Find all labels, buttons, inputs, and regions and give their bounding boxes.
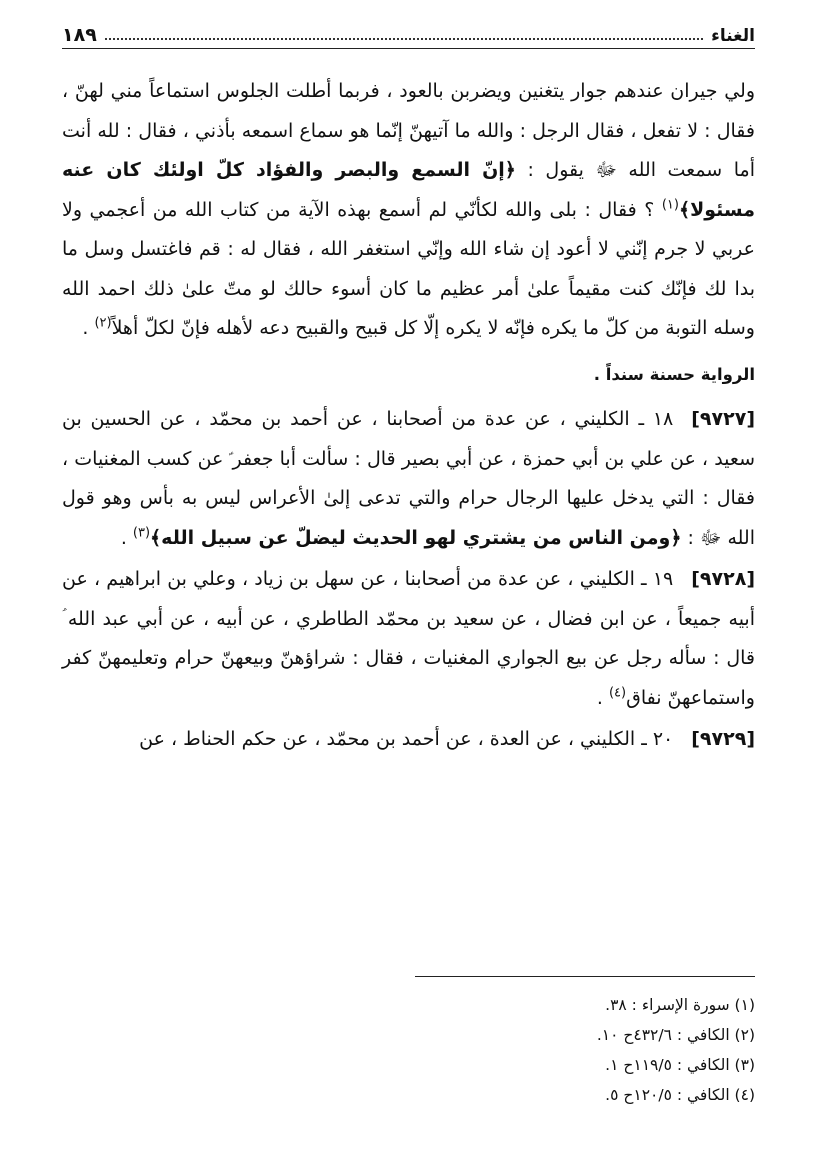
paragraph-end: . [82, 317, 95, 339]
hadith-text: ٢٠ ـ الكليني ، عن العدة ، عن أحمد بن محمّد ، عن حكم الحناط ، عن [139, 728, 674, 750]
running-header [62, 18, 755, 49]
hadith-text: ١٨ ـ الكليني ، عن عدة من أصحابنا ، عن أحمد بن محمّد ، عن الحسين بن سعيد ، عن علي بن أبي حمزة ، عن أبي بصير قال : سألت أبا جعفر ؑ عن كسب المغنيات ، فقال : التي يدخل عليها الرجال حرام والتي تدعى إلىٰ الأعراس ليس به بأس وهو قول الله ﷻ : [62, 408, 755, 549]
hadith-end: . [120, 526, 133, 549]
footnote-item: (٣) الكافي : ١١٩/٥ح ١. [605, 1056, 755, 1074]
footnote-item: (٤) الكافي : ١٢٠/٥ح ٥. [605, 1086, 755, 1104]
footnote-item: (٢) الكافي : ٤٣٢/٦ح ١٠. [596, 1026, 755, 1044]
hadith-entry [62, 400, 755, 558]
footnote-ref[interactable]: (٢) [94, 315, 112, 331]
page-number: ١٨٩ [62, 24, 97, 46]
paragraph-text: ولي جيران عندهم جوار يتغنين ويضربن بالعود ، فربما أطلت الجلوس استماعاً مني لهنّ ، فقال : لا تفعل ، فقال الرجل : والله ما آتيهنّ إنّما هو سماع اسمعه بأذني ، فقال : لله أنت أما سمعت الله ﷻ يقول : [62, 80, 756, 181]
footnote-separator [415, 976, 755, 977]
grading-note: الرواية حسنة سنداً . [593, 364, 755, 384]
footnote-ref[interactable]: (٤) [608, 685, 627, 701]
quran-verse: ﴿إنّ السمع والبصر والفؤاد كلّ اولئك كان عنه مسئولا﴾ [62, 159, 755, 221]
hadith-number: [٩٧٢٧] [691, 408, 755, 430]
hadith-entry [62, 560, 755, 718]
paragraph-text: ؟ فقال : بلى والله لكأنّي لم أسمع بهذه الآية من كتاب الله من أعجمي ولا عربي لا جرم إنّني لا أعود إن شاء الله وإنّي استغفر الله ، فقال له : قم فاغتسل وسل ما بدا لك فإنّك كنت مقيماً علىٰ أمر عظيم ما كان أسوء حالك لو متّ علىٰ ذلك احمد الله وسله التوبة من كلّ ما يكره فإنّه لا يكره إلّا كل قبيح والقبيح دعه لأهله فإنّ لكلّ أهلاً [62, 198, 755, 339]
hadith-end: . [596, 686, 609, 709]
footnote-ref[interactable]: (١) [661, 197, 679, 213]
footnote-item: (١) سورة الإسراء : ٣٨. [605, 996, 755, 1014]
header-leader-dots [105, 38, 703, 40]
hadith-entry [62, 720, 755, 760]
footnote-ref[interactable]: (٣) [132, 525, 151, 541]
page-body [62, 72, 755, 760]
hadith-number: [٩٧٢٩] [691, 728, 755, 750]
footnotes [255, 990, 755, 1110]
hadith-text: ١٩ ـ الكليني ، عن عدة من أصحابنا ، عن سهل بن زياد ، وعلي بن ابراهيم ، عن أبيه جميعاً ، عن ابن فضال ، عن سعيد بن محمّد الطاطري ، عن أبيه ، عن أبي عبد الله ؑ قال : سأله رجل عن بيع الجواري المغنيات ، فقال : شراؤهنّ وبيعهنّ حرام وتعليمهنّ كفر واستماعهنّ نفاق [62, 568, 755, 709]
chapter-title: الغناء [711, 26, 755, 46]
hadith-number: [٩٧٢٨] [691, 568, 755, 590]
paragraph-continuation [62, 72, 755, 349]
quran-verse: ﴿ومن الناس من يشتري لهو الحديث ليضلّ عن سبيل الله﴾ [150, 526, 682, 549]
